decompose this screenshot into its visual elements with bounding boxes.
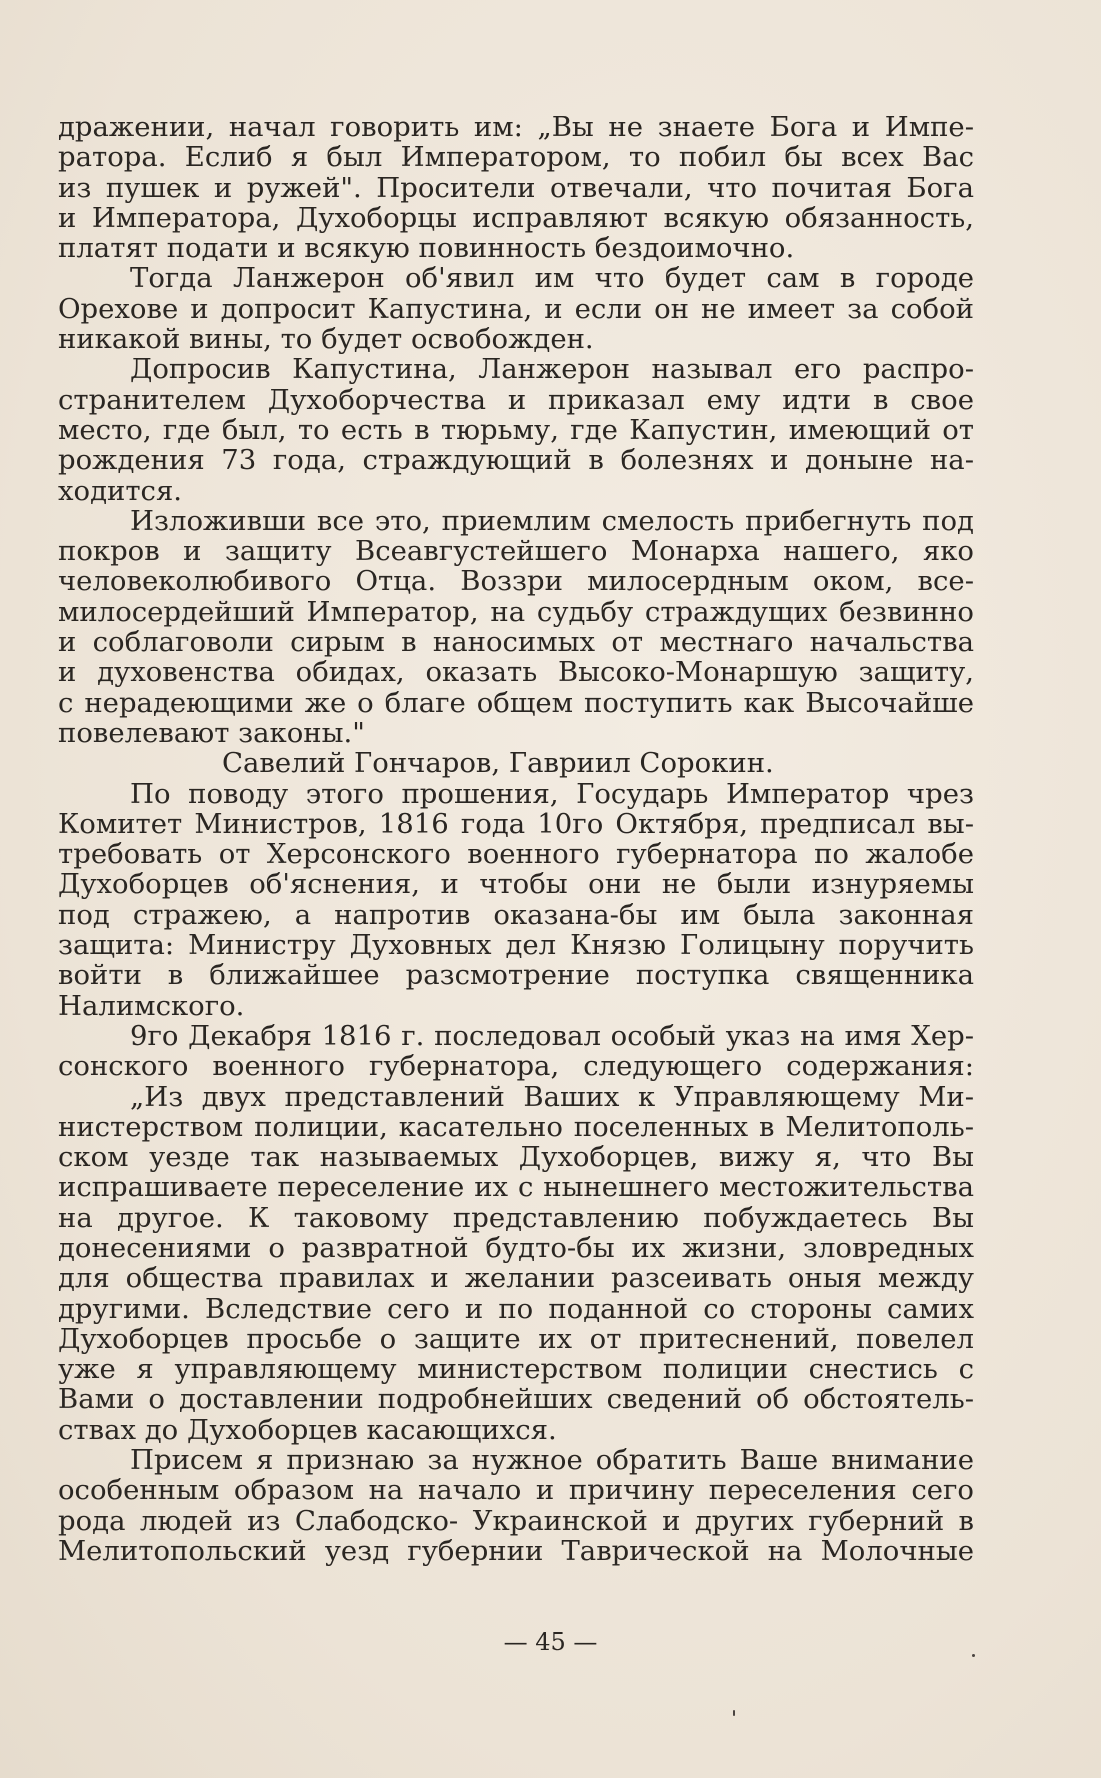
text-line: платят подати и всякую повинность бездоимочно. [58,232,795,265]
text-line: уже я управляющему министерством полиции снестись с [58,1353,974,1386]
text-line: и духовенства обидах, оказать Высоко-Монаршую защиту, [58,656,974,689]
text-line: донесениями о развратной будто-бы их жизни, зловредных [58,1231,974,1264]
text-line: Духоборцев просьбе о защите их от притеснений, повелел [58,1322,974,1355]
text-line: с нерадеющими же о благе общем поступить как Высочайше [58,686,974,719]
text-line: защита: Министру Духовных дел Князю Голицыну поручить [58,929,974,962]
text-line: нистерством полиции, касательно поселенных в Мелитополь- [58,1110,974,1143]
paper-speck [733,1710,735,1716]
text-line: Допросив Капустина, Ланжерон называл его распро- [130,353,974,386]
page-number: — 45 — [503,1628,598,1656]
text-line: на другое. К таковому представлению побуждаетесь Вы [58,1201,974,1234]
text-line: особенным образом на начало и причину переселения сего [58,1474,974,1507]
text-line: рода людей из Слабодско- Украинской и других губерний в [58,1504,974,1537]
text-line: сонского военного губернатора, следующего содержания: [58,1050,974,1083]
text-line: рождения 73 года, страждующий в болезнях и доныне на- [58,444,974,477]
text-line: Духоборцев об'яснения, и чтобы они не были изнуряемы [58,868,974,901]
text-line: под стражею, а напротив оказана-бы им была законная [58,898,974,931]
text-line: и соблаговоли сирым в наносимых от местнаго начальства [58,626,974,659]
text-line: ском уезде так называемых Духоборцев, вижу я, что Вы [58,1141,974,1174]
text-line: 9го Декабря 1816 г. последовал особый указ на имя Хер- [130,1019,974,1052]
body-text [58,112,974,1566]
text-line: Тогда Ланжерон об'явил им что будет сам в городе [130,262,974,295]
paper-speck [972,1654,975,1657]
text-line: дражении, начал говорить им: „Вы не знаете Бога и Импе- [58,111,974,143]
text-line: По поводу этого прошения, Государь Император чрез [130,777,974,810]
text-line: Орехове и допросит Капустина, и если он не имеет за собой [58,292,974,325]
text-line: странителем Духоборчества и приказал ему идти в свое [58,383,974,416]
text-line: ходится. [58,474,183,507]
text-line: человеколюбивого Отца. Воззри милосердным оком, все- [58,565,974,598]
text-line: Присем я признаю за нужное обратить Ваше внимание [130,1444,974,1477]
text-line: покров и защиту Всеавгустейшего Монарха нашего, яко [58,535,974,568]
text-line: требовать от Херсонского военного губернатора по жалобе [58,838,974,871]
text-line: Мелитопольский уезд губернии Таврической на Молочные [58,1534,974,1567]
text-line: „Из двух представлений Ваших к Управляющему Ми- [130,1080,974,1113]
text-line: никакой вины, то будет освобожден. [58,323,594,356]
text-line: милосердейший Император, на судьбу страждущих безвинно [58,595,974,628]
text-line: для общества правилах и желании разсеивать оныя между [58,1262,974,1295]
text-line: ствах до Духоборцев касающихся. [58,1413,557,1446]
text-line: место, где был, то есть в тюрьму, где Капустин, имеющий от [58,413,974,446]
text-line: Комитет Министров, 1816 года 10го Октября, предписал вы- [58,807,974,840]
signature-line: Савелий Гончаров, Гавриил Сорокин. [222,747,774,780]
text-line: и Императора, Духоборцы исправляют всякую обязанность, [58,201,974,234]
text-line: другими. Вследствие сего и по поданной со стороны самих [58,1292,974,1325]
text-line: повелевают законы." [58,716,365,749]
text-line: из пушек и ружей". Просители отвечали, что почитая Бога [58,171,974,204]
text-line: Изложивши все это, приемлим смелость прибегнуть под [130,504,974,537]
text-line: войти в ближайшее разсмотрение поступка священника [58,959,974,992]
text-line: испрашиваете переселение их с нынешнего местожительства [58,1171,974,1204]
text-line: Налимского. [58,989,245,1022]
text-line: ратора. Еслиб я был Императором, то побил бы всех Вас [58,141,974,174]
text-line: Вами о доставлении подробнейших сведений об обстоятель- [58,1383,974,1416]
